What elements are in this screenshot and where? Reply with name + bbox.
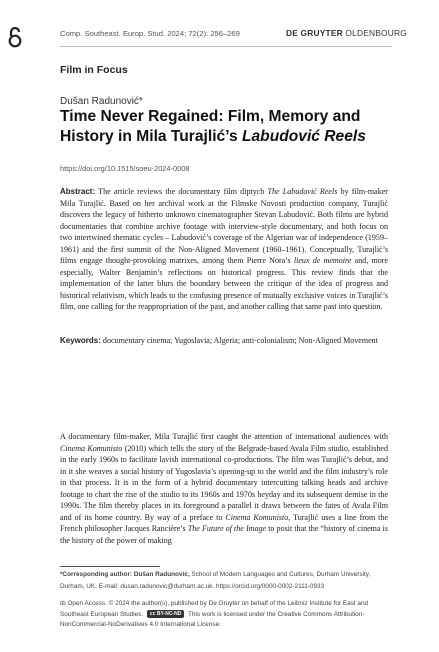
page-header bbox=[0, 0, 439, 48]
license-text-2: This work is licensed under the Creative Commons Attribution-NonCommercial-NoDerivatives 4.0 International License. bbox=[60, 610, 365, 629]
abstract-italic-term: lieux de memoire bbox=[293, 256, 352, 266]
license-note bbox=[60, 599, 392, 631]
footnote-text: School of Modern Languages and Cultures, Durham University, Durham, UK, E-mail: dusan.radunovic@durham.ac.uk. https://orcid.org/0000-0002-2111-0933 bbox=[60, 571, 371, 590]
open-access-icon bbox=[6, 26, 24, 48]
abstract-text-3: and, more especially, Walter Benjamin’s reflections on historical progress. This review finds that the implementation of the latter blurs the boundary between the critique of the idea of progress and historical relativism, which leads to the confusing presence of mutually exclusive voices in Turajlić’s film, one calling for the reappropriation of the past, and another calling that same past into question. bbox=[60, 256, 389, 312]
body-text-1: A documentary film-maker, Mila Turajlić first caught the attention of international audiences with bbox=[60, 432, 388, 441]
publisher-bold: DE GRUYTER bbox=[285, 28, 343, 38]
author-name: Dušan Radunović* bbox=[60, 96, 143, 107]
title-italic: Labudović Reels bbox=[241, 128, 366, 145]
license-text-1: Open Access. © 2024 the author(s), published by De Gruyter on behalf of the Leibniz Institute for East and Southeast European Studies. bbox=[60, 600, 369, 618]
body-text-4: to posit that the “history of cinema is the history of the power of making bbox=[60, 524, 388, 545]
abstract-paragraph bbox=[60, 186, 388, 313]
abstract-film-title: The Labudović Reels bbox=[267, 187, 338, 196]
footnote-rule bbox=[60, 566, 160, 567]
header-rule bbox=[60, 46, 392, 47]
body-text-3: Turajlić uses a line from the French philosopher Jacques Rancière’s bbox=[60, 512, 389, 534]
footnote-label: *Corresponding author: Dušan Radunović, bbox=[60, 571, 190, 578]
open-access-small-icon: ȸ bbox=[60, 600, 66, 607]
keywords-text: documentary cinema; Yugoslavia; Algeria; anti-colonialism; Non-Aligned Movement bbox=[102, 336, 378, 345]
body-italic-2: Cinema Komunisto, bbox=[225, 512, 291, 522]
doi-link[interactable]: https://doi.org/10.1515/soeu-2024-0008 bbox=[60, 164, 190, 173]
corresponding-author-note bbox=[60, 569, 392, 592]
title-main: Time Never Regained: Film, Memory and History in Mila Turajlić’s bbox=[60, 108, 361, 145]
abstract-text-2: by film-maker Mila Turajlić. Based on her archival work at the Filmske Novosti production company, Turajlić discovers the legacy of hitherto unknown cinematographer Stevan Labudović. Both films are hybrid documentaries that combine archive footage with interview-style documentary, and both focus on two intertwined thematic cycles – Labudović’s coverage of the Algerian war of independence (1959–1961) and the first summit of the Non-Aligned Movement (1960–1961). Conceptually, Turajlić’s films engage thought-provoking matrixes, among them Pierre Nora’s bbox=[60, 187, 388, 266]
article-title bbox=[60, 107, 400, 147]
journal-reference: Comp. Southeast. Europ. Stud. 2024; 72(2): 256–269 bbox=[60, 29, 240, 38]
body-italic-1: Cinema Komunisto bbox=[60, 443, 123, 453]
cc-license-badge[interactable]: cc BY-NC-ND bbox=[147, 610, 184, 618]
body-text-2: (2010) which tells the story of the Belgrade-based Avala Film studio, established in the early 1960s to facilitate lavish international co-productions. The film was Turajlić’s debut, and in it she weaves a social history of Yugoslavia’s opening-up to the world and the film industry’s role in that process. It is in the form of a hybrid documentary intercutting talking heads and archive footage to chart the rise of the studio to its 1960s and 1970s heyday and its subsequent demise in the 1990s. The film thereby places in its foreground a parallel it draws between the fates of Avala Film and of its home country. By way of a preface to bbox=[60, 443, 388, 522]
keywords-paragraph bbox=[60, 335, 388, 347]
publisher-name bbox=[286, 28, 407, 38]
body-paragraph bbox=[60, 431, 388, 546]
keywords-label: Keywords: bbox=[60, 336, 101, 345]
section-label: Film in Focus bbox=[60, 64, 128, 76]
abstract-text-1: The article reviews the documentary film diptych bbox=[98, 187, 265, 196]
publisher-imprint: OLDENBOURG bbox=[345, 28, 407, 38]
body-italic-3: The Future of the Image bbox=[187, 524, 267, 534]
abstract-label: Abstract: bbox=[60, 187, 96, 196]
